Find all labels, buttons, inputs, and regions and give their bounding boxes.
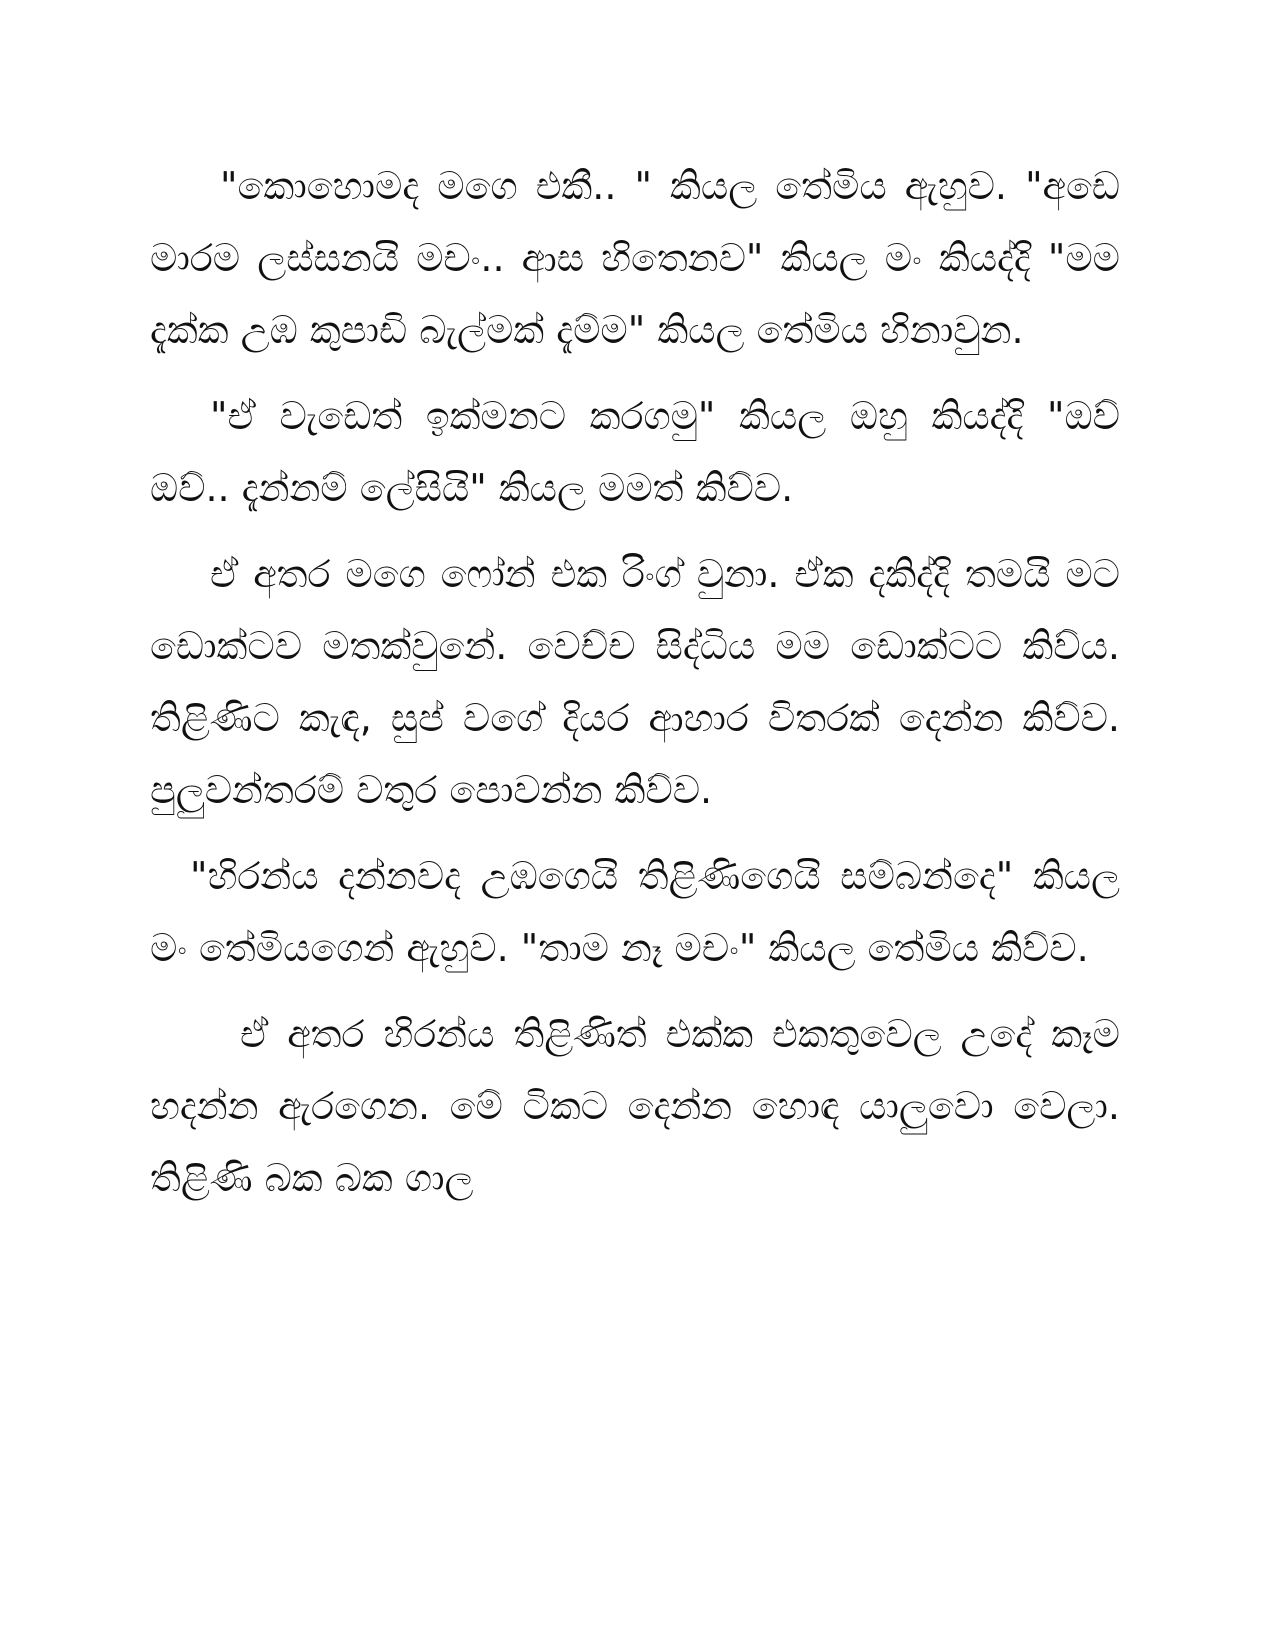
paragraph-1: "කොහොමද මගෙ එකී.. " කියල තේමිය ඇහුව. "අඩෙ මාරම ලස්සනයි මචං.. ආස හිතෙනව" කියල මං කියද්දි "මම දැක්ක උඹ කුපාඩි බැල්මක් දැම්ම" කියල තේමිය හිනාවුන. [150, 164, 1120, 352]
body-text [150, 150, 1120, 1228]
paragraph-2: "ඒ වැඩෙත් ඉක්මනට කරගමු" කියල ඔහු කියද්දි "ඔව් ඔව්.. දැන්නම් ලේසියි" කියල මමත් කිව්ව. [150, 394, 1120, 510]
paragraph-5: ඒ අතර හිරන්ය තිළිණිත් එක්ක එකතුවෙල උදේ කෑම හදන්න ඇරගෙන. මේ ටිකට දෙන්න හොඳ යාලුවො වෙලා. තිළිණි බක බක ගාල [150, 1012, 1120, 1200]
paragraph-3: ඒ අතර මගෙ ෆෝන් එක රිංග් වුනා. ඒක දකිද්දි තමයි මට ඩොක්ටව මතක්වුනේ. වෙච්ච සිද්ධිය මම ඩොක්ටට කිව්ය. තිළිණිට කැඳ, සුප් වගේ දියර ආහාර විතරක් දෙන්න කිව්ව. පුලුවන්තරම් වතුර පොවන්න කිව්ව. [150, 552, 1120, 812]
paragraph-4: "හිරන්ය දන්නවද උඹගෙයි තිළිණිගෙයි සම්බන්දෙ" කියල මං තේමියගෙන් ඇහුව. "තාම නෑ මචං" කියල තේමිය කිව්ව. [150, 854, 1120, 970]
